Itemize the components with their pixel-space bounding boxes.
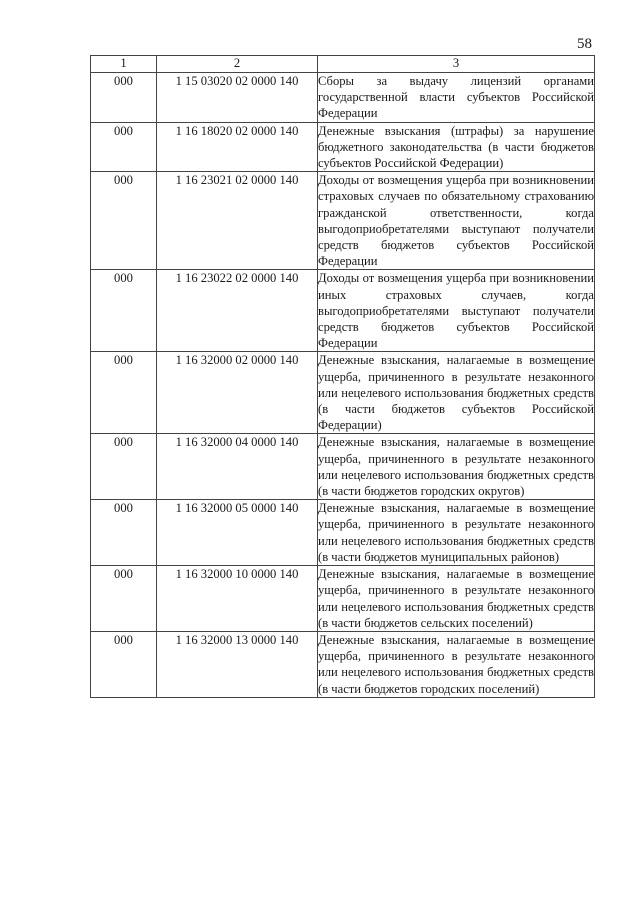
revenue-code-cell: 1 16 32000 04 0000 140 xyxy=(157,434,318,500)
table-row xyxy=(91,566,595,632)
revenue-code-cell: 1 16 23022 02 0000 140 xyxy=(157,270,318,352)
description-cell: Сборы за выдачу лицензий органами государственной власти субъектов Российской Федерации xyxy=(318,74,594,121)
table-row xyxy=(91,73,595,123)
description-cell: Денежные взыскания (штрафы) за нарушение бюджетного законодательства (в части бюджетов субъектов Российской Федерации) xyxy=(318,123,594,171)
table-row xyxy=(91,122,595,172)
table-row xyxy=(91,500,595,566)
table-row xyxy=(91,352,595,434)
description-cell: Денежные взыскания, налагаемые в возмещение ущерба, причиненного в результате незаконного или нецелевого использования бюджетных средств (в части бюджетов муниципальных районов) xyxy=(318,501,594,564)
revenue-code-cell: 1 16 32000 13 0000 140 xyxy=(157,631,318,697)
column-header-1: 1 xyxy=(91,56,157,73)
revenue-code-cell: 1 16 32000 02 0000 140 xyxy=(157,352,318,434)
admin-code-cell: 000 xyxy=(91,631,157,697)
admin-code-cell: 000 xyxy=(91,434,157,500)
admin-code-cell: 000 xyxy=(91,122,157,172)
column-header-3: 3 xyxy=(318,56,595,73)
revenue-code-cell: 1 16 32000 10 0000 140 xyxy=(157,566,318,632)
admin-code-cell: 000 xyxy=(91,172,157,270)
column-header-2: 2 xyxy=(157,56,318,73)
description-cell: Денежные взыскания, налагаемые в возмещение ущерба, причиненного в результате незаконного или нецелевого использования бюджетных средств (в части бюджетов субъектов Российской Федерации) xyxy=(318,353,594,433)
revenue-codes-table xyxy=(90,55,595,698)
revenue-code-cell: 1 16 23021 02 0000 140 xyxy=(157,172,318,270)
table-row xyxy=(91,172,595,270)
description-cell: Доходы от возмещения ущерба при возникновении иных страховых случаев, когда выгодоприобретателями выступают получатели средств бюджетов субъектов Российской Федерации xyxy=(318,271,594,351)
admin-code-cell: 000 xyxy=(91,352,157,434)
revenue-code-cell: 1 16 18020 02 0000 140 xyxy=(157,122,318,172)
admin-code-cell: 000 xyxy=(91,270,157,352)
admin-code-cell: 000 xyxy=(91,566,157,632)
table-row xyxy=(91,631,595,697)
revenue-code-cell: 1 15 03020 02 0000 140 xyxy=(157,73,318,123)
description-cell: Денежные взыскания, налагаемые в возмещение ущерба, причиненного в результате незаконного или нецелевого использования бюджетных средств (в части бюджетов городских поселений) xyxy=(318,632,594,696)
description-cell: Денежные взыскания, налагаемые в возмещение ущерба, причиненного в результате незаконного или нецелевого использования бюджетных средств (в части бюджетов городских округов) xyxy=(318,435,594,499)
admin-code-cell: 000 xyxy=(91,73,157,123)
table-row xyxy=(91,434,595,500)
table-row xyxy=(91,270,595,352)
description-cell: Доходы от возмещения ущерба при возникновении страховых случаев по обязательному страхованию гражданской ответственности, когда выгодоприобретателями выступают получатели средств бюджетов субъектов Российской Федерации xyxy=(318,173,594,269)
admin-code-cell: 000 xyxy=(91,500,157,566)
description-cell: Денежные взыскания, налагаемые в возмещение ущерба, причиненного в результате незаконного или нецелевого использования бюджетных средств (в части бюджетов сельских поселений) xyxy=(318,567,594,630)
table-header-row xyxy=(91,56,595,73)
page-number: 58 xyxy=(577,36,592,52)
revenue-code-cell: 1 16 32000 05 0000 140 xyxy=(157,500,318,566)
